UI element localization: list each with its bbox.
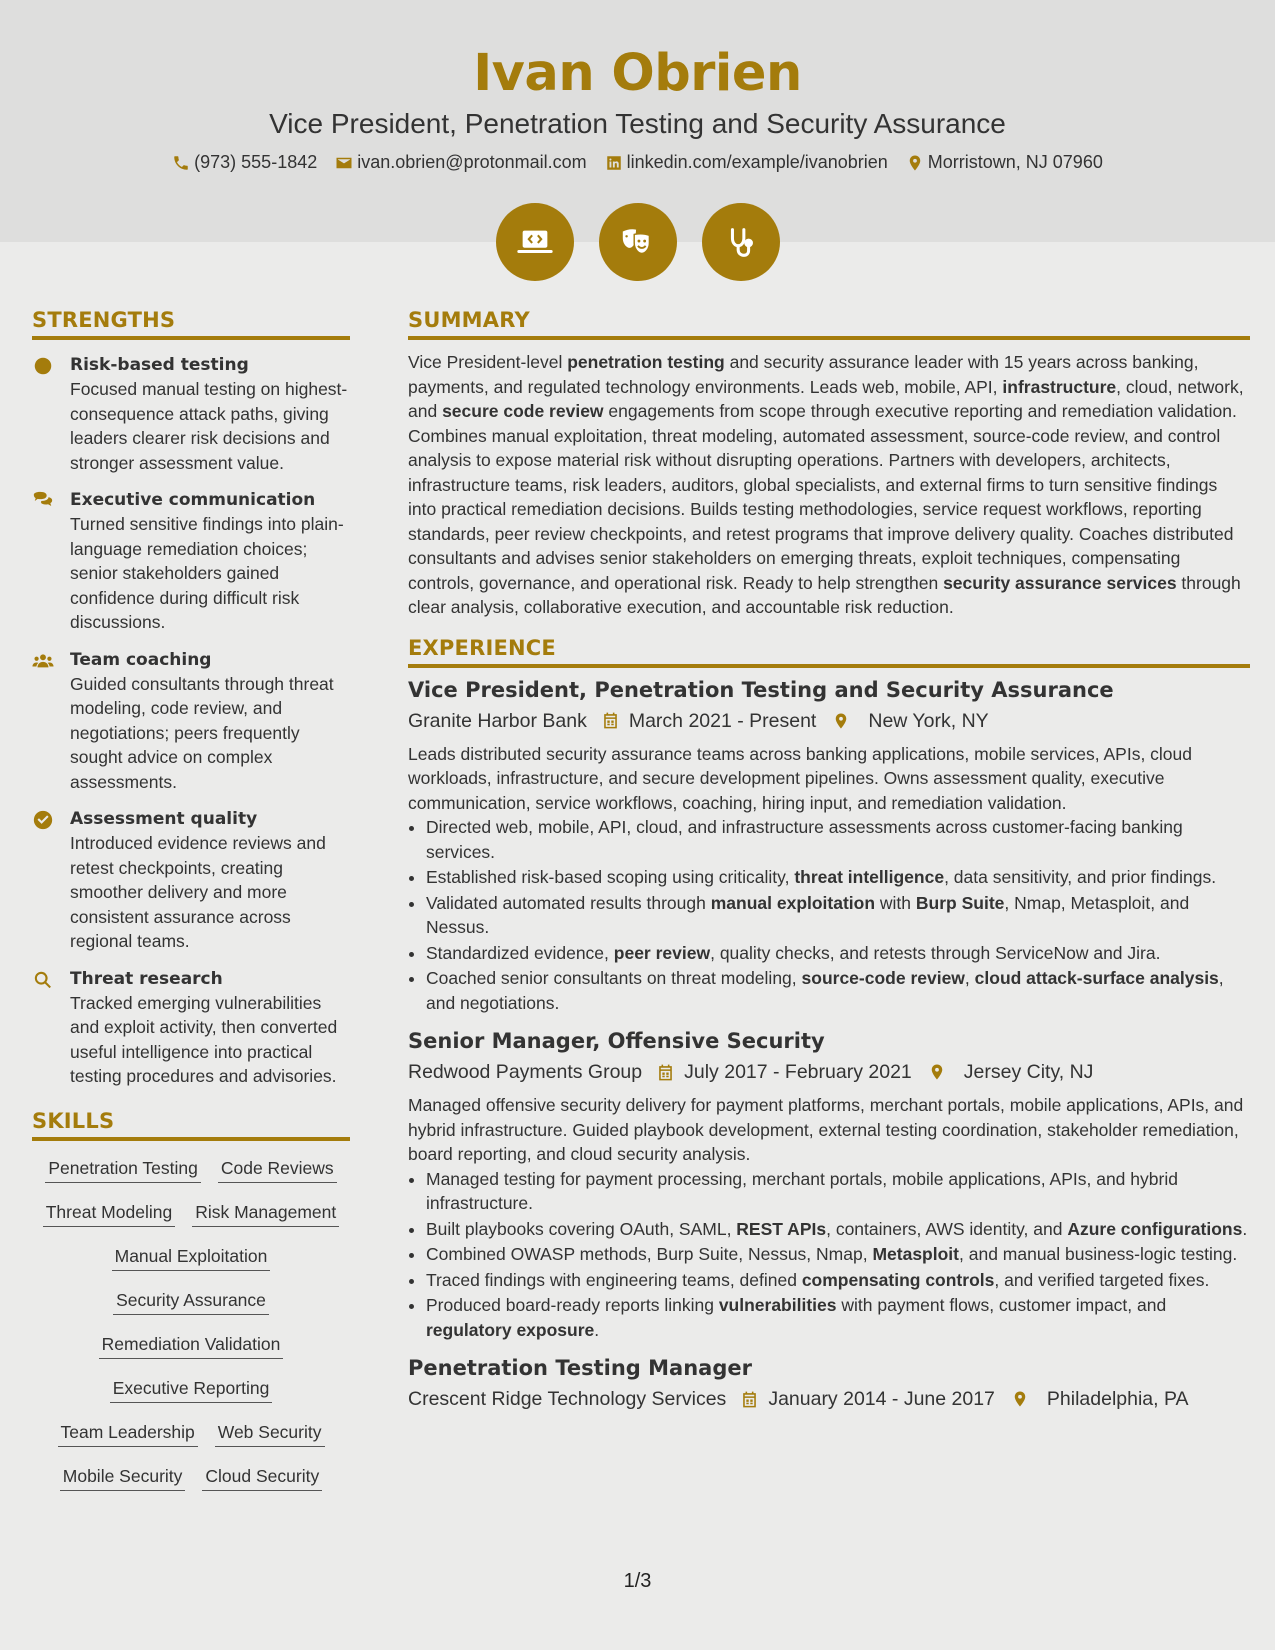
skill-tag: Code Reviews	[218, 1157, 337, 1183]
map-pin-icon	[906, 154, 924, 172]
skill-tag: Manual Exploitation	[112, 1245, 271, 1271]
list-item: • Established risk-based scoping using criticality, threat intelligence, data sensitivity, and prior findings.	[426, 865, 1250, 890]
strength-description: Focused manual testing on highest-consequence attack paths, giving leaders clearer risk decisions and stronger assessment value.	[70, 379, 348, 473]
job-meta	[408, 1385, 1250, 1413]
strength-description: Tracked emerging vulnerabilities and exploit activity, then converted useful intelligence into practical testing procedures and advisories.	[70, 992, 338, 1086]
strength-description: Introduced evidence reviews and retest checkpoints, creating smoother delivery and more consistent assurance across regional teams.	[70, 833, 326, 951]
linkedin-icon	[605, 154, 623, 172]
experience-heading: EXPERIENCE	[408, 636, 1250, 668]
skill-tag: Executive Reporting	[110, 1377, 273, 1403]
right-column	[408, 308, 1250, 1413]
skills-list	[32, 1151, 350, 1491]
strength-description: Turned sensitive findings into plain-language remediation choices; senior stakeholders gained confidence during difficult risk discussions.	[70, 514, 344, 632]
job-description: Leads distributed security assurance teams across banking applications, mobile services, APIs, cloud workloads, infrastructure, and secure development pipelines. Owns assessment quality, executive communication, service workflows, coaching, hiring input, and remediation validation.	[408, 743, 1193, 813]
map-pin-icon	[1011, 1389, 1029, 1409]
job-company: Redwood Payments Group	[408, 1061, 643, 1083]
theater-masks-icon	[599, 203, 677, 281]
left-column	[32, 308, 350, 1491]
calendar-icon	[601, 711, 620, 730]
candidate-name: Ivan Obrien	[473, 44, 802, 103]
phone-text: (973) 555-1842	[194, 152, 318, 172]
job-location: New York, NY	[868, 709, 989, 732]
strength-title: Team coaching	[70, 649, 212, 670]
job-dates: March 2021 - Present	[628, 709, 817, 732]
job-description: Managed offensive security delivery for payment platforms, merchant portals, mobile applications, APIs, and hybrid infrastructure. Guided playbook development, external testing coordination, stakeholder remediation, board reporting, and cloud security analysis.	[408, 1095, 1244, 1164]
contact-linkedin[interactable]	[605, 152, 888, 173]
envelope-icon	[335, 154, 353, 172]
job-location: Philadelphia, PA	[1046, 1388, 1189, 1410]
phone-icon	[172, 154, 190, 172]
job-title: Senior Manager, Offensive Security	[408, 1029, 825, 1053]
job-bullets	[408, 815, 1250, 1015]
strength-title: Executive communication	[70, 490, 316, 510]
job-title: Penetration Testing Manager	[408, 1356, 752, 1380]
summary-paragraph: Vice President-level penetration testing and security assurance leader with 15 years across banking, payments, and regulated technology environments. Leads web, mobile, API, infrastructure, cloud, network, and secure code review engagements from scope through executive reporting and remediation validation. Combines manual exploitation, threat modeling, automated assessment, source-code review, and control analysis to expose material risk without disrupting operations. Partners with developers, architects, infrastructure teams, risk leaders, auditors, global specialists, and external firms to turn sensitive findings into practical remediation decisions. Builds testing methodologies, service request workflows, reporting standards, peer review checkpoints, and retest programs that improve delivery quality. Coaches distributed consultants and advises senior stakeholders on emerging threats, exploit techniques, compensating controls, governance, and operational risk. Ready to help strengthen security assurance services through clear analysis, collaborative execution, and accountable risk reduction.	[408, 352, 1244, 617]
email-text: ivan.obrien@protonmail.com	[357, 152, 587, 172]
skills-heading: SKILLS	[32, 1109, 350, 1141]
skill-tag: Mobile Security	[60, 1465, 186, 1491]
list-item: • Produced board-ready reports linking vulnerabilities with payment flows, customer impact, and regulatory exposure.	[426, 1293, 1250, 1342]
job-dates: January 2014 - June 2017	[768, 1388, 995, 1410]
skill-tag: Remediation Validation	[99, 1333, 284, 1359]
skill-tag: Web Security	[215, 1421, 325, 1447]
job-bullets	[408, 1167, 1250, 1343]
candidate-title: Vice President, Penetration Testing and Security Assurance	[269, 108, 1006, 139]
contact-email[interactable]	[335, 152, 586, 173]
skill-tag: Penetration Testing	[45, 1157, 201, 1183]
laptop-code-icon	[496, 203, 574, 281]
job-meta	[408, 707, 1250, 735]
map-pin-icon	[928, 1062, 946, 1082]
check-circle-icon	[32, 809, 54, 831]
list-item: • Built playbooks covering OAuth, SAML, REST APIs, containers, AWS identity, and Azure configurations.	[426, 1217, 1250, 1242]
strength-item	[32, 648, 350, 795]
skill-tag: Cloud Security	[202, 1465, 322, 1491]
list-item: • Managed testing for payment processing, merchant portals, mobile applications, APIs, and hybrid infrastructure.	[426, 1167, 1250, 1216]
strength-item	[32, 807, 350, 954]
experience-list	[408, 676, 1250, 1414]
strengths-heading: STRENGTHS	[32, 308, 350, 340]
strengths-list	[32, 353, 350, 1089]
linkedin-text: linkedin.com/example/ivanobrien	[626, 152, 888, 172]
strength-description: Guided consultants through threat modeling, code review, and negotiations; peers frequently sought advice on complex assessments.	[70, 673, 334, 792]
job-location: Jersey City, NJ	[963, 1061, 1094, 1083]
strength-title: Assessment quality	[70, 809, 258, 829]
list-item: • Directed web, mobile, API, cloud, and infrastructure assessments across customer-facing banking services.	[426, 815, 1250, 864]
contact-location	[906, 152, 1103, 173]
users-icon	[32, 650, 54, 672]
map-pin-icon	[832, 711, 850, 731]
skill-tag: Security Assurance	[113, 1289, 269, 1315]
calendar-icon	[656, 1063, 675, 1082]
skill-tag: Risk Management	[192, 1201, 339, 1227]
job-dates: July 2017 - February 2021	[684, 1061, 912, 1083]
comments-icon	[32, 490, 54, 512]
stethoscope-icon	[702, 203, 780, 281]
location-text: Morristown, NJ 07960	[927, 152, 1103, 172]
strength-item	[32, 488, 350, 635]
skill-tag: Threat Modeling	[43, 1201, 175, 1227]
job-meta	[408, 1058, 1250, 1086]
strength-item	[32, 353, 350, 475]
crosshair-icon	[32, 355, 54, 377]
search-icon	[32, 969, 54, 991]
strength-title: Risk-based testing	[70, 355, 249, 375]
list-item: • Combined OWASP methods, Burp Suite, Nessus, Nmap, Metasploit, and manual business-logic testing.	[426, 1242, 1250, 1267]
list-item: • Standardized evidence, peer review, quality checks, and retests through ServiceNow and Jira.	[426, 941, 1250, 966]
job-company: Crescent Ridge Technology Services	[408, 1388, 727, 1410]
job-entry	[408, 676, 1250, 1016]
contact-phone[interactable]	[172, 152, 317, 173]
contact-row	[0, 152, 1275, 173]
job-entry	[408, 1027, 1250, 1342]
list-item: • Coached senior consultants on threat modeling, source-code review, cloud attack-surface analysis, and negotiations.	[426, 966, 1250, 1015]
page-number: 1/3	[623, 1570, 652, 1592]
job-company: Granite Harbor Bank	[408, 709, 587, 732]
strength-title: Threat research	[70, 968, 223, 989]
job-title: Vice President, Penetration Testing and Security Assurance	[408, 677, 1114, 702]
job-entry	[408, 1354, 1250, 1413]
calendar-icon	[740, 1390, 759, 1409]
interest-icons	[0, 203, 1275, 281]
list-item: • Traced findings with engineering teams, defined compensating controls, and verified targeted fixes.	[426, 1268, 1250, 1293]
list-item: • Validated automated results through manual exploitation with Burp Suite, Nmap, Metasploit, and Nessus.	[426, 891, 1250, 940]
skill-tag: Team Leadership	[58, 1421, 198, 1447]
strength-item	[32, 967, 350, 1089]
summary-heading: SUMMARY	[408, 308, 1250, 340]
